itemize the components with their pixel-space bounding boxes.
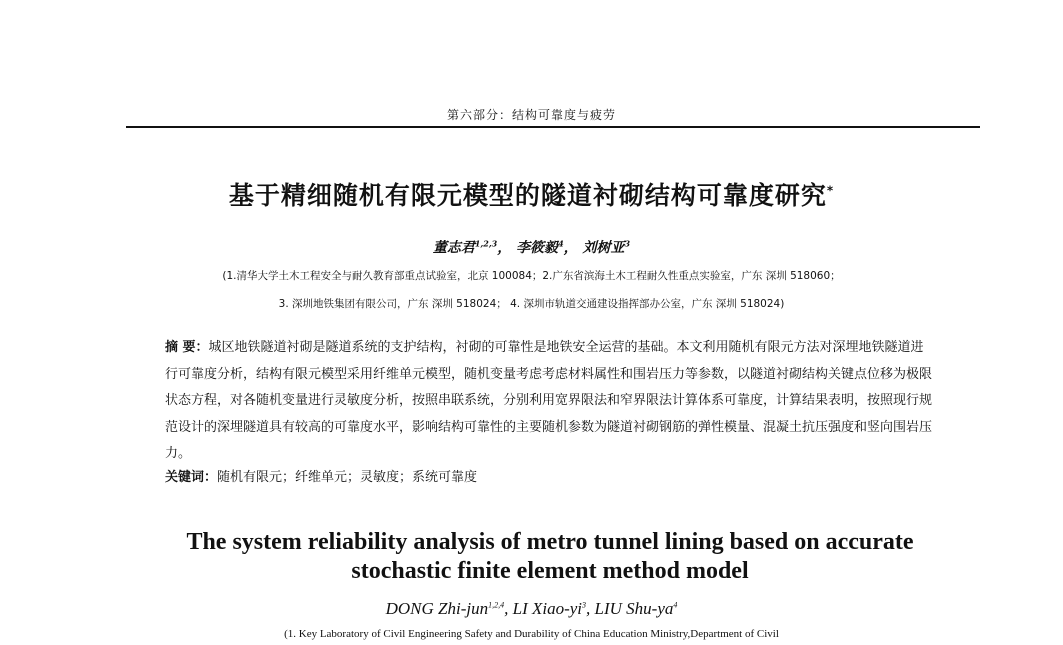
chinese-affiliation-line-2: 3. 深圳地铁集团有限公司，广东 深圳 518024； 4. 深圳市轨道交通建设指挥部办公室，广东 深圳 518024) [278, 298, 785, 310]
abstract-label: 摘 要： [165, 340, 209, 355]
author-1-en: DONG Zhi-jun [385, 599, 489, 618]
chinese-title-text: 基于精细随机有限元模型的隧道衬砌结构可靠度研究 [228, 181, 827, 210]
chinese-affiliation-line-1: (1.清华大学土木工程安全与耐久教育部重点试验室，北京 100084；2.广东省滨海土木工程耐久性重点实验室，广东 深圳 518060； [222, 270, 841, 282]
author-sep: , [504, 599, 513, 618]
english-affiliation-line-1: (1. Key Laboratory of Civil Engineering Safety and Durability of China Education Ministry,Department of Civil [284, 628, 779, 640]
chinese-authors [0, 237, 1063, 257]
english-title-line-2: stochastic finite element method model [351, 558, 749, 584]
author-2-en-affil: 3 [582, 600, 587, 610]
author-2-cn: 李筱毅 [516, 240, 559, 256]
author-2-cn-affil: 4 [558, 238, 564, 249]
author-sep: ， [563, 240, 578, 256]
title-footnote-mark: * [826, 183, 835, 198]
author-sep: , [586, 599, 595, 618]
english-title-line-1: The system reliability analysis of metro tunnel lining based on accurate [186, 529, 914, 555]
author-sep: ， [497, 240, 512, 256]
author-2-en: LI Xiao-yi [512, 599, 583, 618]
keywords-label: 关键词： [165, 470, 218, 485]
author-1-en-affil: 1,2,4 [488, 600, 505, 610]
header-rule [126, 126, 980, 128]
author-1-cn-affil: 1,2,3 [474, 238, 498, 249]
author-3-en-affil: 4 [673, 600, 678, 610]
chinese-keywords [165, 466, 935, 485]
author-1-cn: 董志君 [432, 240, 475, 256]
chinese-abstract [165, 335, 935, 468]
english-title [150, 528, 950, 586]
author-3-cn: 刘树亚 [582, 240, 625, 256]
english-authors [0, 599, 1063, 619]
abstract-text: 城区地铁隧道衬砌是隧道系统的支护结构，衬砌的可靠性是地铁安全运营的基础。本文利用随机有限元方法对深埋地铁隧道进行可靠度分析，结构有限元模型采用纤维单元模型，随机变量考虑考虑材料属性和围岩压力等参数，以隧道衬砌结构关键点位移为极限状态方程，对各随机变量进行灵敏度分析，按照串联系统，分别利用宽界限法和窄界限法计算体系可靠度，计算结果表明，按照现行规范设计的深埋隧道具有较高的可靠度水平，影响结构可靠性的主要随机参数为隧道衬砌钢筋的弹性模量、混凝土抗压强度和竖向围岩压力。 [165, 340, 933, 461]
chinese-title [0, 176, 1063, 212]
running-header: 第六部分：结构可靠度与疲劳 [446, 108, 616, 122]
author-3-en: LIU Shu-ya [594, 599, 674, 618]
author-3-cn-affil: 3 [624, 238, 631, 249]
keywords-text: 随机有限元；纤维单元；灵敏度；系统可靠度 [217, 470, 478, 485]
